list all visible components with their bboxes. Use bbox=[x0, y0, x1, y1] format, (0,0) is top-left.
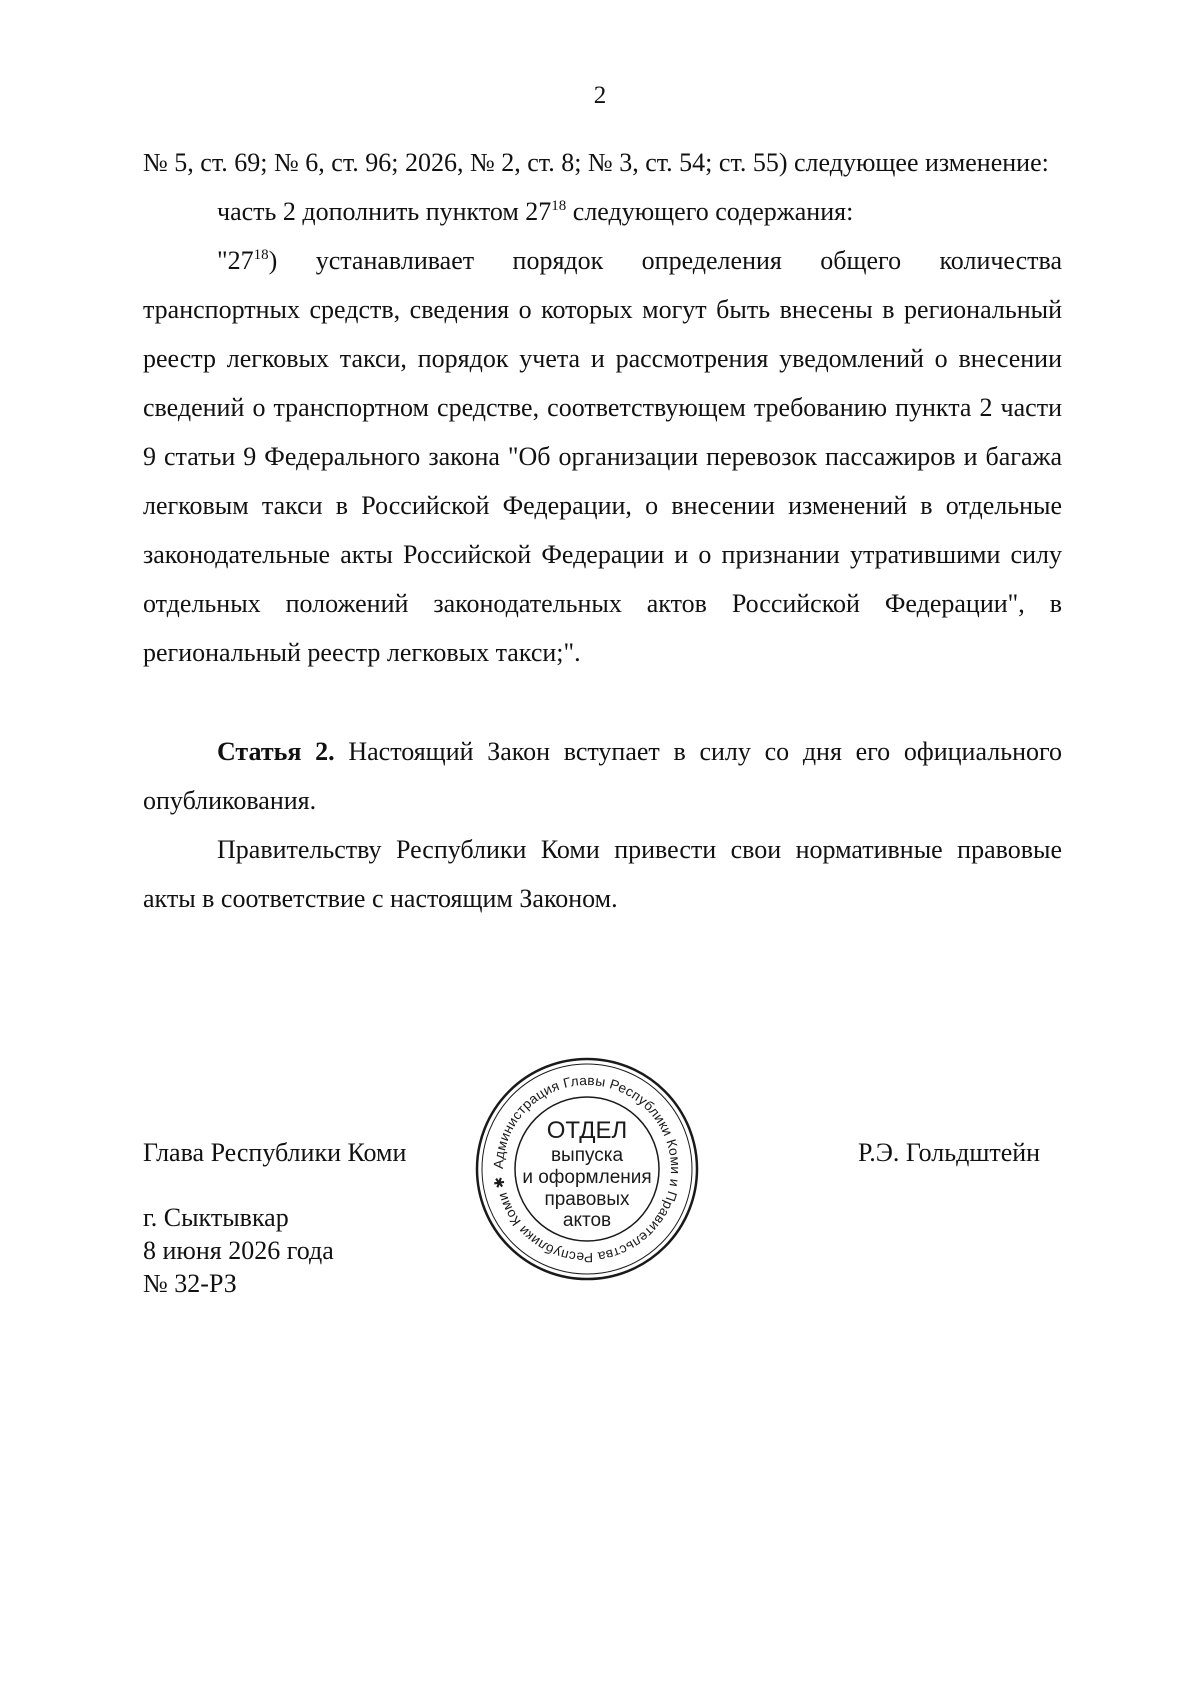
place-date-block bbox=[143, 1201, 334, 1300]
new-item-number: "27 bbox=[217, 246, 254, 275]
law-number: № 32-РЗ bbox=[143, 1269, 237, 1298]
stamp-line-4: правовых bbox=[544, 1189, 630, 1210]
new-item-superscript: 18 bbox=[253, 247, 269, 263]
place: г. Сыктывкар bbox=[143, 1203, 289, 1232]
amendment-instruction-text: часть 2 дополнить пунктом 27 bbox=[217, 197, 552, 226]
stamp-seal-graphic bbox=[474, 1056, 700, 1282]
stamp-ring-text: Администрация Главы Республики Коми и Правительства Республики Коми ✱ bbox=[490, 1072, 684, 1266]
stamp-line-3: и оформления bbox=[522, 1167, 652, 1188]
article-2-heading: Статья 2. bbox=[217, 737, 335, 766]
continuation-paragraph: № 5, ст. 69; № 6, ст. 96; 2026, № 2, ст. 8; № 3, ст. 54; ст. 55) следующее изменение: bbox=[143, 148, 1049, 177]
law-body bbox=[143, 138, 1062, 923]
new-item-text bbox=[143, 236, 1062, 677]
article-2-paragraph bbox=[143, 727, 1062, 825]
page-number: 2 bbox=[593, 82, 607, 109]
amendment-item-superscript: 18 bbox=[551, 198, 567, 214]
date: 8 июня 2026 года bbox=[143, 1236, 334, 1265]
stamp-line-1: ОТДЕЛ bbox=[546, 1117, 628, 1144]
new-item-content: ) устанавливает порядок определения общего количества транспортных средств, сведения о которых могут быть внесены в региональный реестр легковых такси, порядок учета и рассмотрения уведомлений о внесении сведений о транспортном средстве, соответствующем требованию пункта 2 части 9 статьи 9 Федерального закона "Об организации перевозок пассажиров и багажа легковым такси в Российской Федерации, о внесении изменений в отдельные законодательные акты Российской Федерации и о признании утратившими силу отдельных положений законодательных актов Российской Федерации", в региональный реестр легковых такси;". bbox=[143, 246, 1062, 667]
amendment-instruction-tail: следующего содержания: bbox=[566, 197, 854, 226]
signatory-position: Глава Республики Коми bbox=[143, 1138, 407, 1167]
amendment-instruction bbox=[143, 187, 1062, 236]
article-2-text: Настоящий Закон вступает в силу со дня его официального опубликования. bbox=[143, 737, 1062, 815]
government-instruction-paragraph: Правительству Республики Коми привести свои нормативные правовые акты в соответствие с настоящим Законом. bbox=[143, 835, 1062, 913]
signatory-name: Р.Э. Гольдштейн bbox=[858, 1138, 1041, 1167]
stamp-line-2: выпуска bbox=[550, 1145, 624, 1166]
stamp-line-5: актов bbox=[562, 1210, 612, 1231]
official-stamp bbox=[474, 1056, 700, 1282]
